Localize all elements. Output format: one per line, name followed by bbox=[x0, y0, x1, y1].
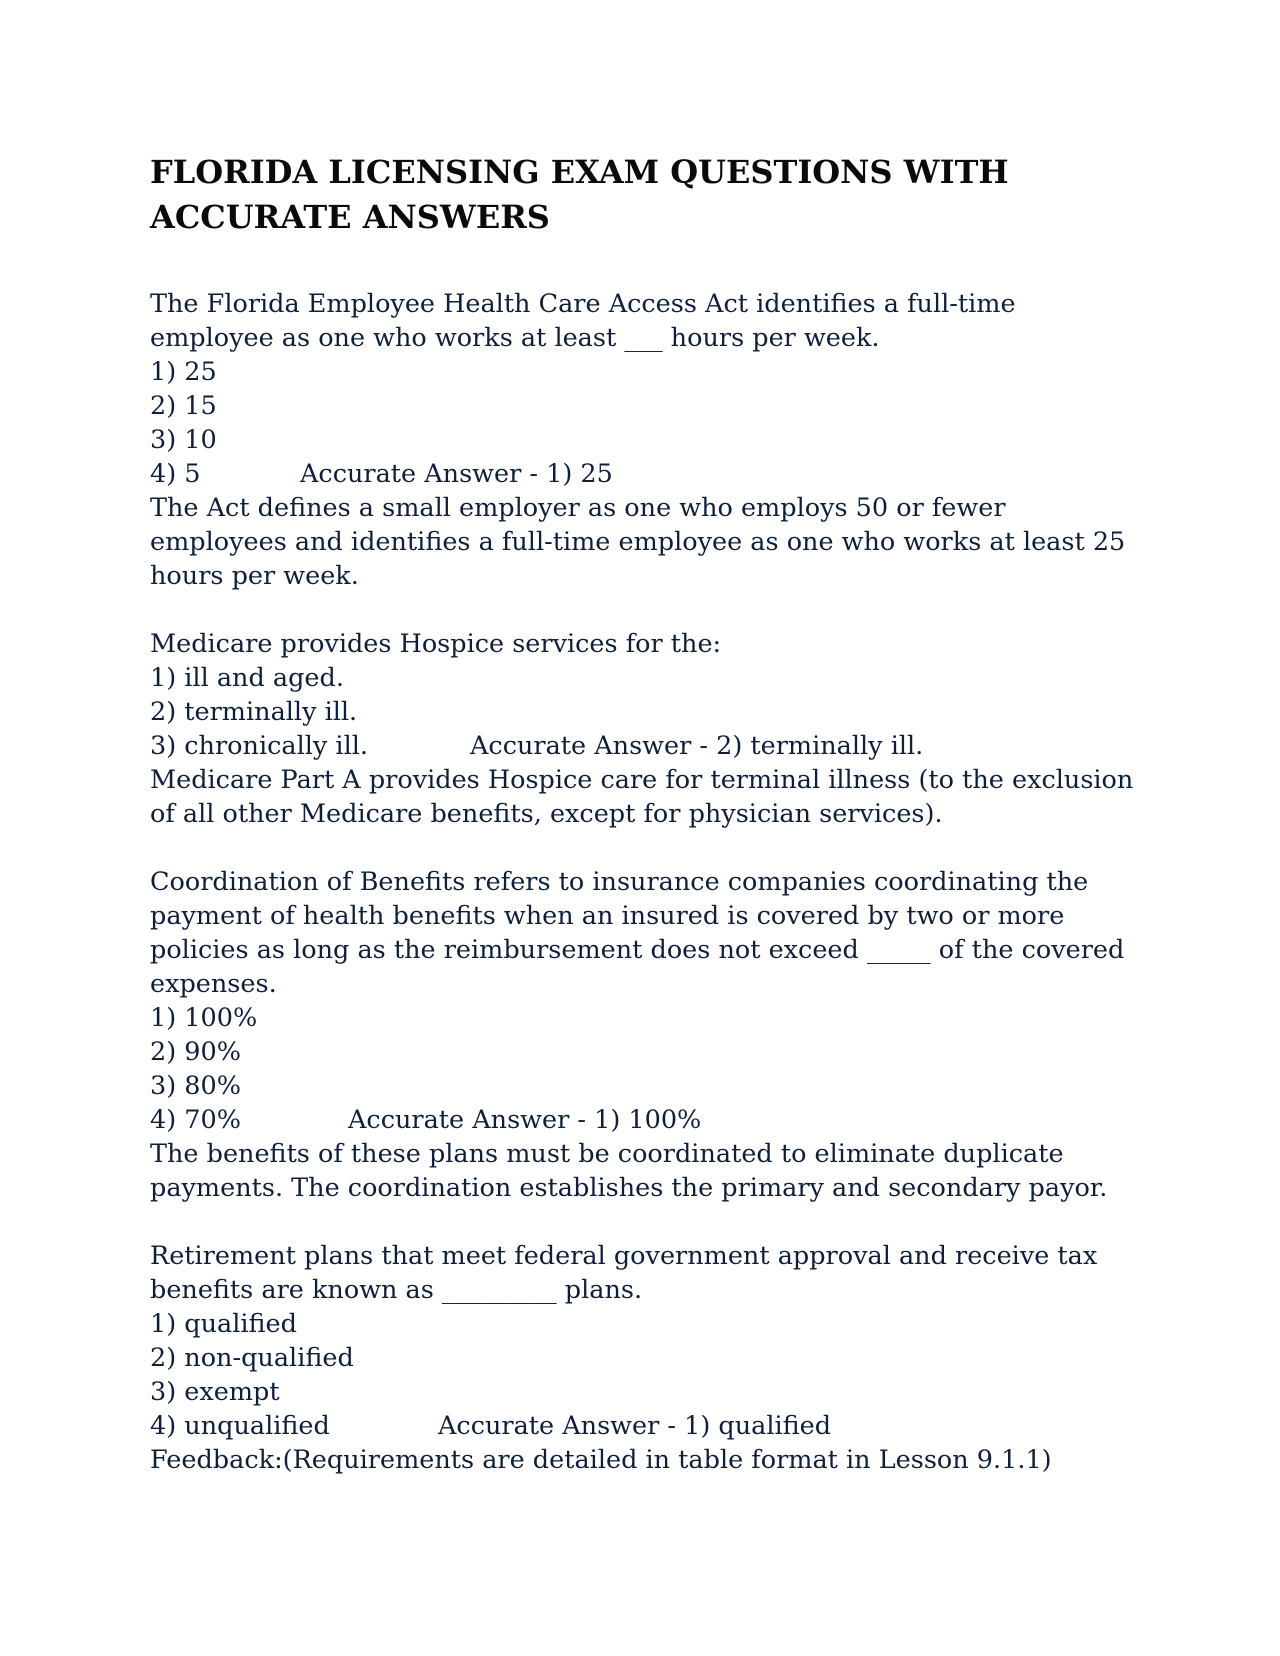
question-text: Medicare provides Hospice services for the: bbox=[150, 629, 722, 659]
document-page bbox=[150, 150, 1150, 1511]
answer-option: 1) ill and aged. bbox=[150, 663, 344, 693]
question-text: The Florida Employee Health Care Access Act identifies a full-time bbox=[150, 289, 1016, 319]
explanation-text: of all other Medicare benefits, except for physician services). bbox=[150, 799, 943, 829]
answer-line bbox=[150, 1409, 1150, 1443]
document-title bbox=[150, 150, 1150, 240]
answer-option: 4) 70% bbox=[150, 1105, 241, 1135]
explanation-text: Feedback:(Requirements are detailed in table format in Lesson 9.1.1) bbox=[150, 1445, 1052, 1475]
question-block bbox=[150, 1239, 1150, 1477]
accurate-answer: Accurate Answer - 1) 100% bbox=[348, 1105, 702, 1135]
answer-line bbox=[150, 729, 1150, 763]
question-text: expenses. bbox=[150, 969, 277, 999]
answer-line bbox=[150, 1103, 1150, 1137]
question-text: payment of health benefits when an insured is covered by two or more bbox=[150, 901, 1065, 931]
answer-option: 4) 5 bbox=[150, 459, 201, 489]
accurate-answer: Accurate Answer - 2) terminally ill. bbox=[470, 731, 924, 761]
answer-option: 3) 10 bbox=[150, 425, 217, 455]
question-text: policies as long as the reimbursement does not exceed _____ of the covered bbox=[150, 935, 1125, 965]
question-block bbox=[150, 865, 1150, 1205]
question-text: benefits are known as _________ plans. bbox=[150, 1275, 643, 1305]
question-text: Coordination of Benefits refers to insurance companies coordinating the bbox=[150, 867, 1089, 897]
answer-option: 1) 100% bbox=[150, 1003, 258, 1033]
accurate-answer: Accurate Answer - 1) 25 bbox=[300, 459, 613, 489]
question-text: Retirement plans that meet federal government approval and receive tax bbox=[150, 1241, 1098, 1271]
answer-option: 2) terminally ill. bbox=[150, 697, 358, 727]
question-block bbox=[150, 627, 1150, 831]
question-text: employee as one who works at least ___ hours per week. bbox=[150, 323, 880, 353]
explanation-text: The Act defines a small employer as one who employs 50 or fewer bbox=[150, 493, 1006, 523]
title-line: ACCURATE ANSWERS bbox=[150, 198, 550, 236]
answer-option: 3) exempt bbox=[150, 1377, 280, 1407]
answer-option: 1) qualified bbox=[150, 1309, 297, 1339]
answer-option: 2) 15 bbox=[150, 391, 217, 421]
explanation-text: hours per week. bbox=[150, 561, 359, 591]
answer-option: 2) non-qualified bbox=[150, 1343, 354, 1373]
explanation-text: payments. The coordination establishes the primary and secondary payor. bbox=[150, 1173, 1108, 1203]
explanation-text: employees and identifies a full-time employee as one who works at least 25 bbox=[150, 527, 1126, 557]
answer-option: 1) 25 bbox=[150, 357, 217, 387]
accurate-answer: Accurate Answer - 1) qualified bbox=[438, 1411, 832, 1441]
title-line: FLORIDA LICENSING EXAM QUESTIONS WITH bbox=[150, 153, 1009, 191]
answer-option: 4) unqualified bbox=[150, 1411, 330, 1441]
answer-option: 3) 80% bbox=[150, 1071, 241, 1101]
question-block bbox=[150, 287, 1150, 593]
explanation-text: Medicare Part A provides Hospice care for terminal illness (to the exclusion bbox=[150, 765, 1134, 795]
answer-option: 3) chronically ill. bbox=[150, 731, 368, 761]
answer-line bbox=[150, 457, 1150, 491]
answer-option: 2) 90% bbox=[150, 1037, 241, 1067]
explanation-text: The benefits of these plans must be coordinated to eliminate duplicate bbox=[150, 1139, 1064, 1169]
